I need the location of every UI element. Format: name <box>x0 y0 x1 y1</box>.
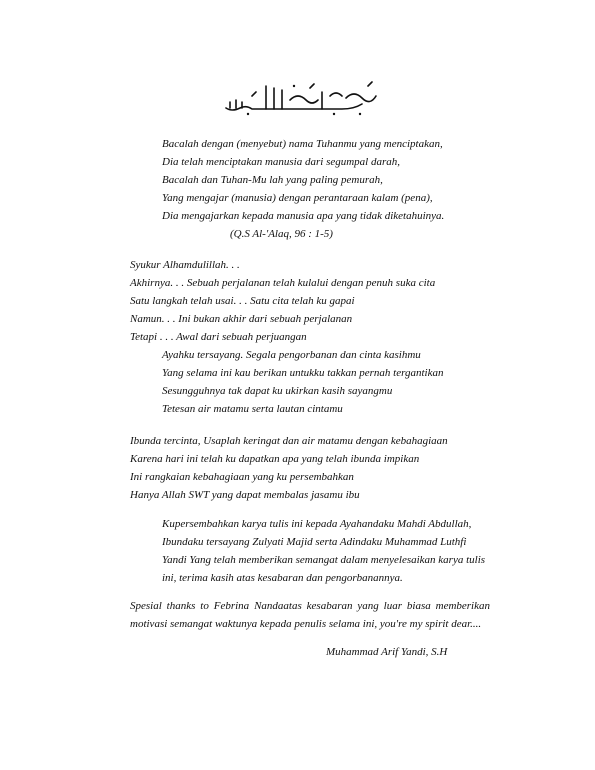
paragraph-line: Ibundaku tersayang Zulyati Majid serta Adindaku Muhammad Luthfi <box>162 536 467 548</box>
stanza-line: Tetapi . . . Awal dari sebuah perjuangan <box>130 331 307 343</box>
verse-line: Bacalah dengan (menyebut) nama Tuhanmu yang menciptakan, <box>162 138 443 150</box>
dedication-paragraph <box>162 515 492 587</box>
stanza-line: Tetesan air matamu serta lautan cintamu <box>162 403 343 415</box>
stanza-line: Ayahku tersayang. Segala pengorbanan dan cinta kasihmu <box>162 349 421 361</box>
quran-verse <box>162 135 444 243</box>
stanza-line: Karena hari ini telah ku dapatkan apa yang telah ibunda impikan <box>130 453 420 465</box>
stanza-line: Satu langkah telah usai. . . Satu cita telah ku gapai <box>130 295 355 307</box>
stanza-line: Ini rangkaian kebahagiaan yang ku persembahkan <box>130 471 354 483</box>
bismillah-calligraphy-icon <box>222 78 382 118</box>
stanza-line: Sesungguhnya tak dapat ku ukirkan kasih sayangmu <box>162 385 393 397</box>
father-stanza <box>162 346 443 418</box>
stanza-line: Akhirnya. . . Sebuah perjalanan telah kulalui dengan penuh suka cita <box>130 277 436 289</box>
verse-line: Dia mengajarkan kepada manusia apa yang tidak diketahuinya. <box>162 210 445 222</box>
mother-stanza <box>130 432 448 504</box>
stanza-line: Namun. . . Ini bukan akhir dari sebuah perjalanan <box>130 313 353 325</box>
verse-reference: (Q.S Al-'Alaq, 96 : 1-5) <box>230 228 333 240</box>
paragraph-line: motivasi semangat waktunya kepada penulis selama ini, you're my spirit dear.... <box>130 618 482 630</box>
signature: Muhammad Arif Yandi, S.H <box>326 646 448 658</box>
paragraph-line: Kupersembahkan karya tulis ini kepada Ayahandaku Mahdi Abdullah, <box>162 518 472 530</box>
verse-line: Dia telah menciptakan manusia dari segumpal darah, <box>162 156 401 168</box>
special-thanks-paragraph <box>130 597 490 633</box>
paragraph-line: Spesial thanks to Febrina Nandaatas kesabaran yang luar biasa memberikan <box>130 600 490 612</box>
stanza-line: Yang selama ini kau berikan untukku takkan pernah tergantikan <box>162 367 444 379</box>
stanza-line: Ibunda tercinta, Usaplah keringat dan air matamu dengan kebahagiaan <box>130 435 448 447</box>
paragraph-line: Yandi Yang telah memberikan semangat dalam menyelesaikan karya tulis <box>162 554 486 566</box>
verse-line: Bacalah dan Tuhan-Mu lah yang paling pemurah, <box>162 174 383 186</box>
stanza-line: Hanya Allah SWT yang dapat membalas jasamu ibu <box>130 489 360 501</box>
stanza-line: Syukur Alhamdulillah. . . <box>130 259 240 271</box>
gratitude-stanza <box>130 256 435 346</box>
verse-line: Yang mengajar (manusia) dengan perantaraan kalam (pena), <box>162 192 433 204</box>
paragraph-line: ini, terima kasih atas kesabaran dan pengorbanannya. <box>162 572 403 584</box>
